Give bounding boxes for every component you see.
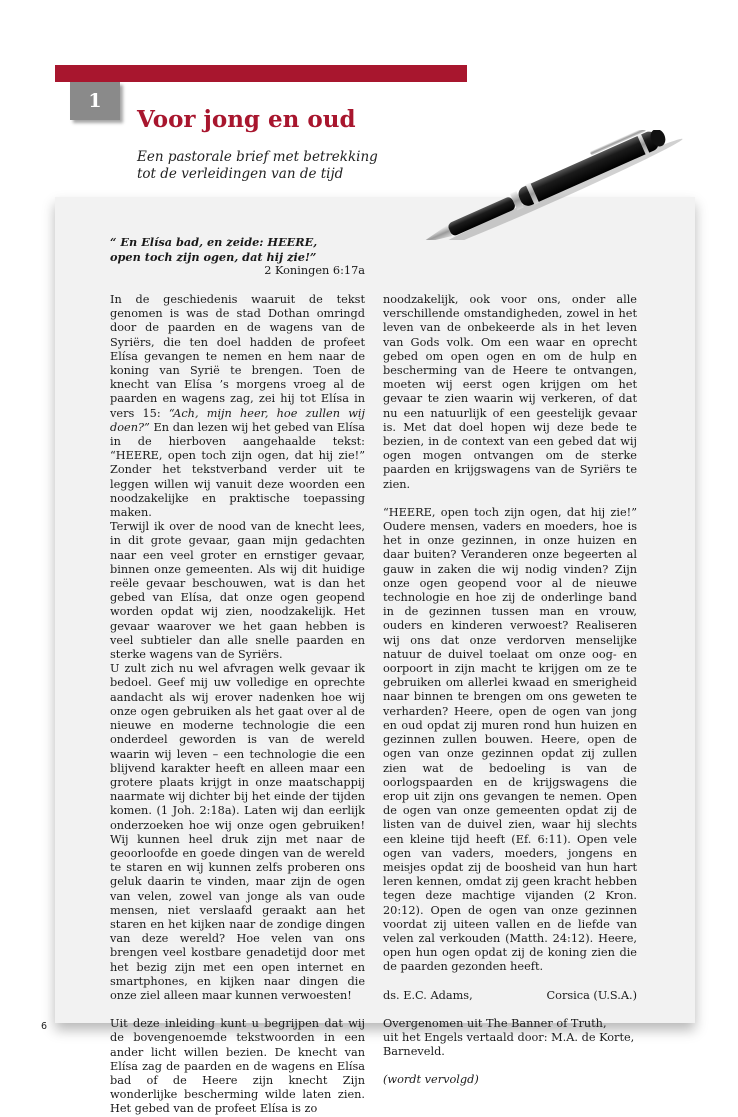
paragraph: Terwijl ik over de nood van de knecht lees, in dit grote gevaar, gaan mijn gedachten naar een veel groter en ernstiger gevaar, binnen onze gemeenten. Als wij dit huidige reële gevaar beschouwen, wat is dan het gebed van Elísa, dat onze ogen geopend worden opdat wij zien, noodzakelijk. Het gevaar waarover we het gaan hebben is veel subtieler dan alle snelle paarden en sterke wagens van de Syriërs. xyxy=(110,520,365,662)
subtitle-line-1: Een pastorale brief met betrekking xyxy=(137,149,378,165)
author-signature xyxy=(383,989,637,1003)
right-column xyxy=(383,293,637,1088)
source-line-1: Overgenomen uit The Banner of Truth, xyxy=(383,1016,607,1030)
source-line-2: uit het Engels vertaald door: M.A. de Korte, xyxy=(383,1030,635,1044)
source-line-3: Barneveld. xyxy=(383,1045,445,1059)
paragraph: U zult zich nu wel afvragen welk gevaar ik bedoel. Geef mij uw volledige en oprechte aandacht als wij erover nadenken hoe wij onze ogen gebruiken als het gaat over al de nieuwe en moderne technologie die een onderdeel geworden is van de wereld waarin wij leven – een technologie die een blijvend karakter heeft en alleen maar een grotere plaats krijgt in onze maatschappij naarmate wij dichter bij het einde der tijden komen. (1 Joh. 2:18a). Laten wij dan eerlijk onderzoeken hoe wij onze ogen gebruiken! Wij kunnen heel druk zijn met naar de geoorloofde en goede dingen van de wereld te staren en wij kunnen zelfs proberen ons geluk daarin te vinden, maar zijn de ogen van velen, zowel van jonge als van oude mensen, niet verslaafd geraakt aan het staren en het kijken naar de zondige dingen van deze wereld? Hoe velen van ons brengen veel kostbare genadetijd door met het bezig zijn met een open internet en smartphones, en kijken naar dingen die onze ziel alleen maar kunnen verwoesten! xyxy=(110,662,365,1002)
to-be-continued: (wordt vervolgd) xyxy=(383,1073,479,1087)
page-number: 6 xyxy=(41,1021,48,1032)
scripture-quote xyxy=(110,235,365,279)
paragraph xyxy=(110,293,365,520)
article-title: Voor jong en oud xyxy=(137,106,356,133)
quote-line-2: open toch zijn ogen, dat hij zie!” xyxy=(110,249,317,264)
source-note xyxy=(383,1017,637,1060)
chapter-number-box xyxy=(70,82,120,120)
paragraph: “HEERE, open toch zijn ogen, dat hij zie!” Oudere mensen, vaders en moeders, hoe is het in onze gezinnen, in onze huizen en daar buiten? Veranderen onze begeerten al gauw in zaken die wij nodig vinden? Zijn onze ogen geopend voor al de nieuwe technologie en hoe zij de onderlinge band in de gezinnen tussen man en vrouw, ouders en kinderen verwoest? Realiseren wij ons dat onze verdorven menselijke natuur de duivel toelaat om onze oog- en oorpoort in zijn macht te krijgen om ze te gebruiken om allerlei kwaad en smerigheid naar binnen te brengen om ons geweten te verharden? Heere, open de ogen van jong en oud opdat zij muren rond hun huizen en gezinnen zullen bouwen. Heere, open de ogen van onze gezinnen opdat zij zullen zien wat de bedoeling is van de oorlogspaarden en de krijgswagens die erop uit zijn ons gevangen te nemen. Open de ogen van onze gemeenten opdat zij de listen van de duivel zien, waar hij slechts een kleine tijd heeft (Ef. 6:11). Open vele ogen van vaders, moeders, jongens en meisjes opdat zij de boosheid van hun hart leren kennen, omdat zij geen kracht hebben tegen deze machtige vijanden (2 Kron. 20:12). Open de ogen van onze gezinnen voordat zij uiteen vallen en de liefde van velen zal verkouden (Matth. 24:12). Heere, open hun ogen opdat zij de koning zien die de paarden gezonden heeft. xyxy=(383,505,637,974)
left-column xyxy=(110,293,365,1117)
chapter-number: 1 xyxy=(88,90,102,112)
paragraph-italic-quote: “Ach, mijn heer, hoe zullen wij doen?” xyxy=(110,406,365,434)
paragraph: noodzakelijk, ook voor ons, onder alle verschillende omstandigheden, zowel in het leven van de onbekeerde als in het leven van Gods volk. Om een waar en oprecht gebed om open ogen en om de hulp en bescherming van de Heere te ontvangen, moeten wij eerst ogen krijgen om het gevaar te zien waarin wij verkeren, of dat nu een natuurlijk of een geestelijk gevaar is. Met dat doel hopen wij deze bede te bezien, in de context van een gebed dat wij ogen mogen ontvangen om de sterke paarden en krijgswagens van de Syriërs te zien. xyxy=(383,293,637,491)
quote-text xyxy=(110,235,365,264)
quote-line-1: “ En Elísa bad, en zeide: HEERE, xyxy=(110,235,318,249)
paragraph-text: In de geschiedenis waaruit de tekst genomen is was de stad Dothan omringd door de paarden en de wagens van de Syriërs, die ten doel hadden de profeet Elísa gevangen te nemen en hem naar de koning van Syrië te brengen. Toen de knecht van Elísa ’s morgens vroeg al de paarden en wagens zag, zei hij tot Elísa in vers 15: xyxy=(110,293,365,420)
paragraph-text: En dan lezen wij het gebed van Elísa in de hierboven aangehaalde tekst: “HEERE, open toch zijn ogen, dat hij zie!” Zonder het tekstverband verder uit te leggen willen wij vanuit deze woorden een noodzakelijke en praktische toepassing maken. xyxy=(110,420,365,520)
quote-reference: 2 Koningen 6:17a xyxy=(264,264,365,277)
subtitle-line-2: tot de verleidingen van de tijd xyxy=(137,166,344,182)
author-name: ds. E.C. Adams, xyxy=(383,988,473,1002)
paragraph: Uit deze inleiding kunt u begrijpen dat wij de bovengenoemde tekstwoorden in een ander licht willen bezien. De knecht van Elísa zag de paarden en de wagens en Elísa bad of de Heere zijn knecht Zijn wonderlijke bescherming wilde laten zien. Het gebed van de profeet Elísa is zo xyxy=(110,1017,365,1116)
author-location: Corsica (U.S.A.) xyxy=(546,988,637,1002)
fountain-pen-icon xyxy=(400,130,705,240)
article-subtitle xyxy=(137,149,378,183)
header-red-band xyxy=(55,65,467,82)
